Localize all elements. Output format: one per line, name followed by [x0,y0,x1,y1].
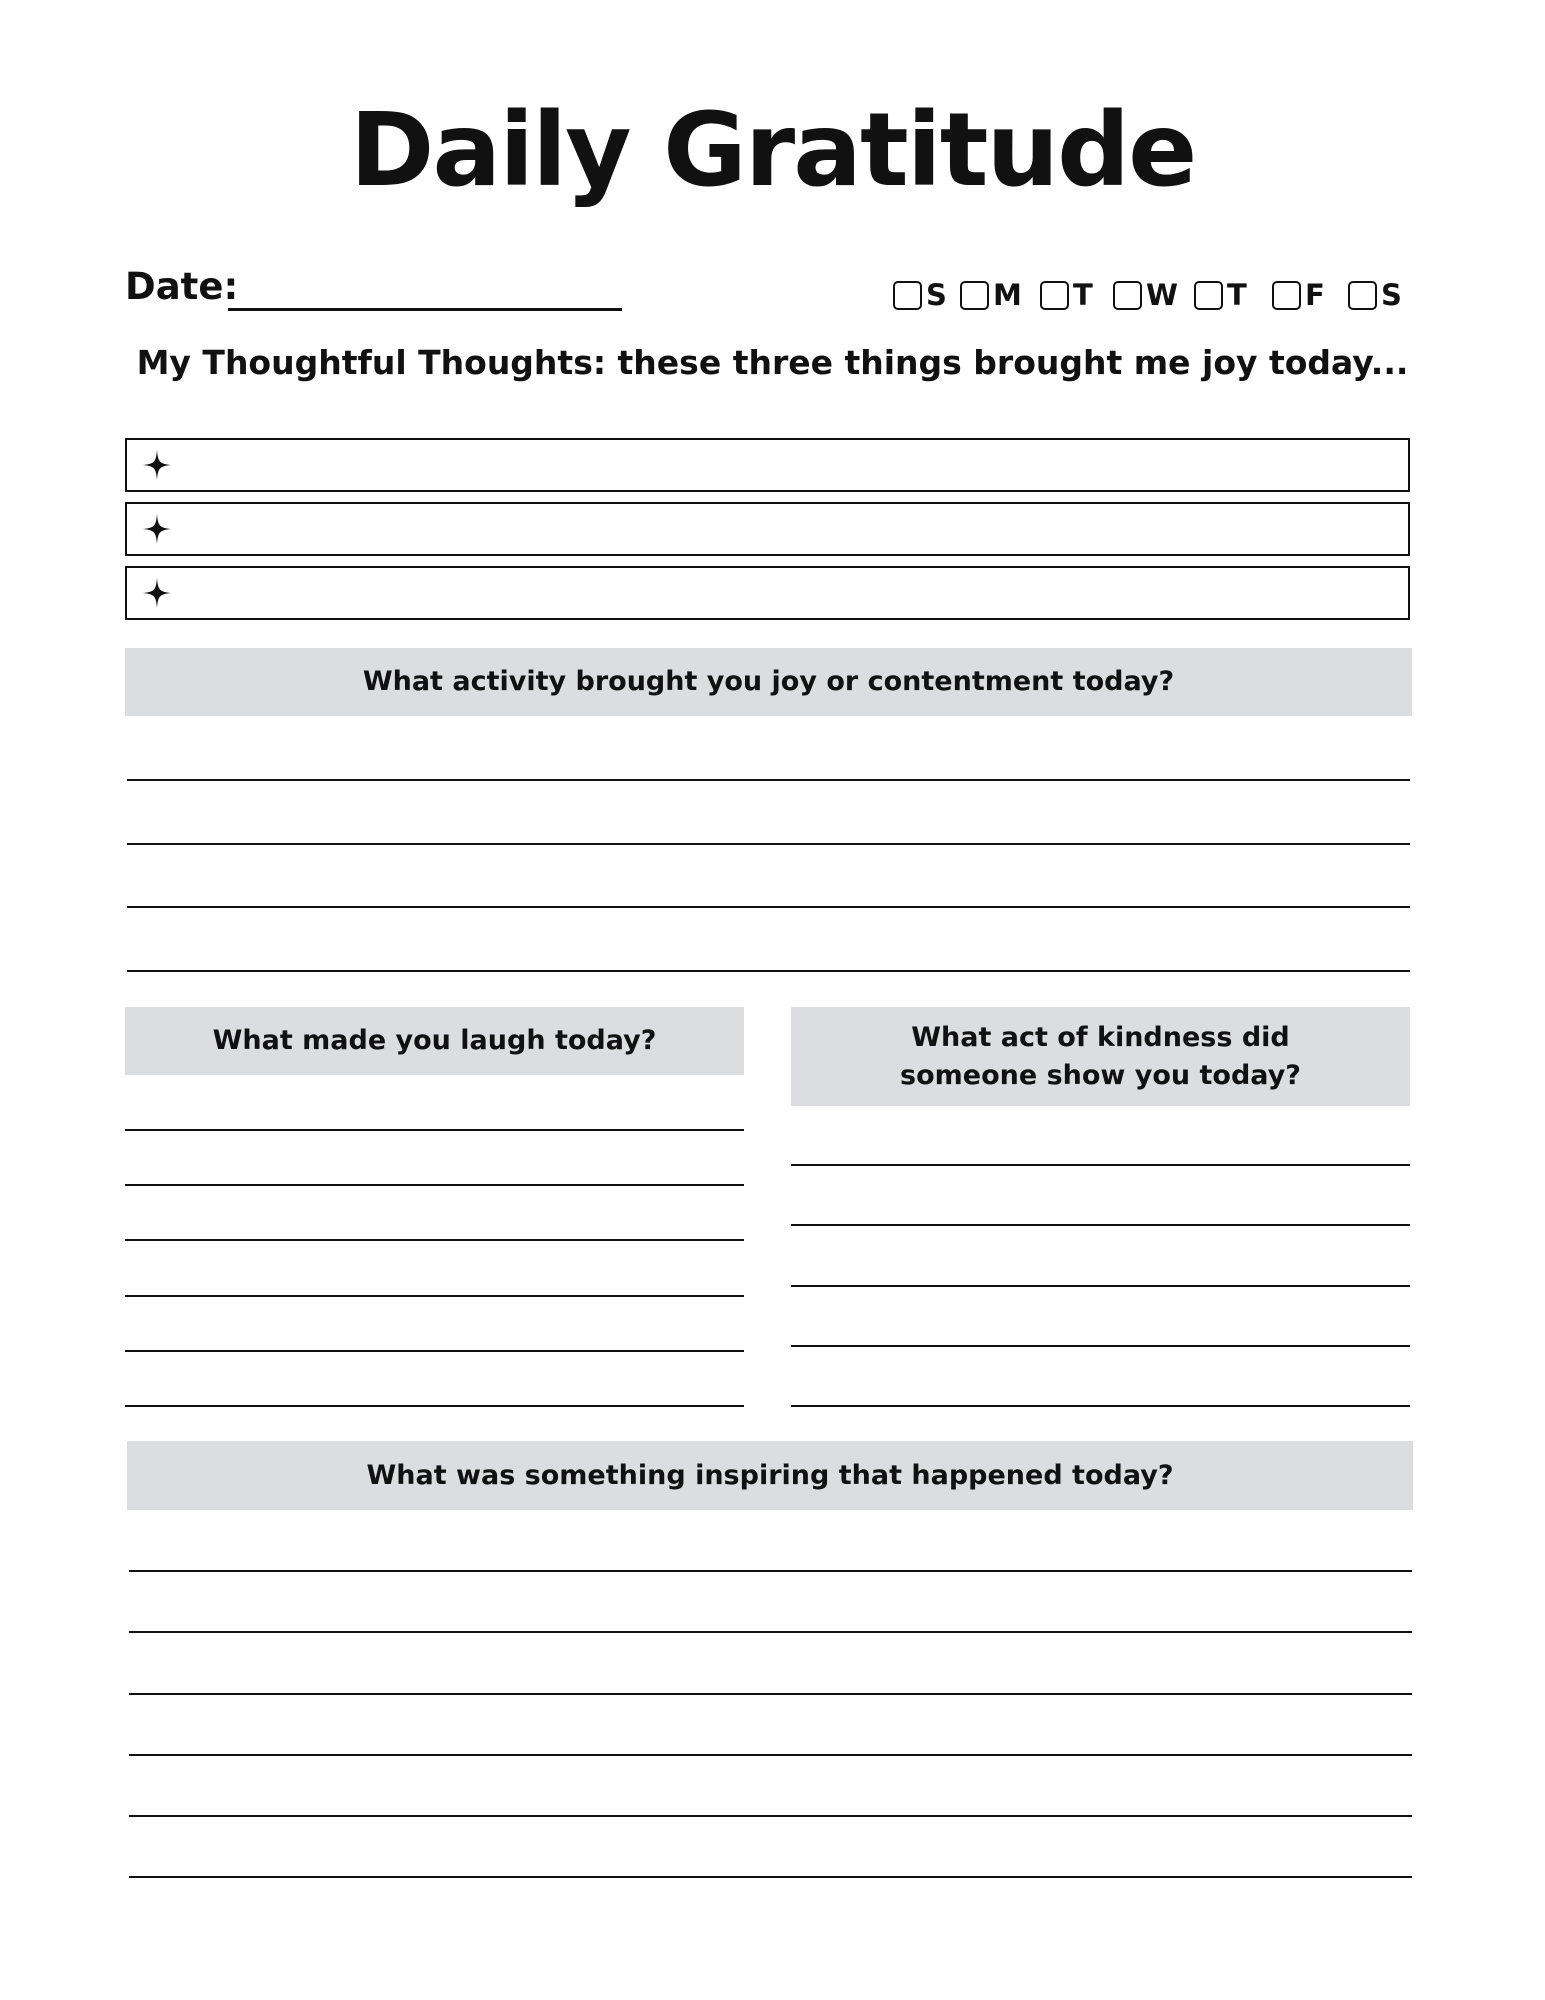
day-checkbox-friday[interactable] [1272,278,1325,312]
inspiring-prompt-text: What was something inspiring that happened today? [366,1459,1174,1491]
day-checkbox-sunday[interactable] [893,278,947,312]
laugh-writing-line[interactable] [125,1184,744,1186]
page-title: Daily Gratitude [349,91,1196,210]
day-label: F [1305,278,1325,312]
day-label: T [1227,278,1247,312]
sparkle-icon [143,514,171,544]
kindness-writing-line[interactable] [791,1405,1410,1407]
day-label: S [1381,278,1402,312]
activity-writing-line[interactable] [127,970,1410,972]
laugh-writing-line[interactable] [125,1405,744,1407]
checkbox-icon[interactable] [1040,281,1069,310]
inspiring-prompt [127,1441,1413,1510]
activity-prompt [125,648,1412,716]
activity-writing-line[interactable] [127,906,1410,908]
joy-subheading: My Thoughtful Thoughts: these three things brought me joy today... [136,343,1409,382]
day-checkbox-wednesday[interactable] [1113,278,1178,312]
activity-writing-line[interactable] [127,843,1410,845]
day-checkbox-thursday[interactable] [1194,278,1247,312]
joy-entry-3[interactable] [125,566,1410,620]
date-field[interactable] [228,308,622,311]
sparkle-icon [143,578,171,608]
laugh-writing-line[interactable] [125,1295,744,1297]
inspiring-writing-line[interactable] [129,1754,1412,1756]
checkbox-icon[interactable] [1272,281,1301,310]
activity-writing-line[interactable] [127,779,1410,781]
date-label: Date: [125,265,239,308]
joy-entry-1[interactable] [125,438,1410,492]
day-label: W [1146,278,1178,312]
inspiring-writing-line[interactable] [129,1693,1412,1695]
checkbox-icon[interactable] [1194,281,1223,310]
inspiring-writing-line[interactable] [129,1876,1412,1878]
checkbox-icon[interactable] [1113,281,1142,310]
checkbox-icon[interactable] [893,281,922,310]
day-checkbox-saturday[interactable] [1348,278,1402,312]
kindness-writing-line[interactable] [791,1285,1410,1287]
inspiring-writing-line[interactable] [129,1570,1412,1572]
day-checkbox-tuesday[interactable] [1040,278,1093,312]
kindness-prompt [791,1007,1410,1106]
day-label: T [1073,278,1093,312]
inspiring-writing-line[interactable] [129,1631,1412,1633]
kindness-writing-line[interactable] [791,1345,1410,1347]
checkbox-icon[interactable] [960,281,989,310]
day-label: S [926,278,947,312]
day-label: M [993,278,1022,312]
joy-entry-2[interactable] [125,502,1410,556]
activity-prompt-text: What activity brought you joy or contentment today? [362,666,1175,698]
kindness-prompt-line-1: What act of kindness did [911,1021,1290,1053]
kindness-prompt-line-2: someone show you today? [900,1059,1301,1091]
checkbox-icon[interactable] [1348,281,1377,310]
laugh-writing-line[interactable] [125,1239,744,1241]
inspiring-writing-line[interactable] [129,1815,1412,1817]
laugh-writing-line[interactable] [125,1350,744,1352]
day-checkbox-monday[interactable] [960,278,1022,312]
kindness-writing-line[interactable] [791,1164,1410,1166]
kindness-writing-line[interactable] [791,1224,1410,1226]
laugh-prompt [125,1007,744,1075]
laugh-writing-line[interactable] [125,1129,744,1131]
sparkle-icon [143,450,171,480]
laugh-prompt-text: What made you laugh today? [212,1025,657,1057]
